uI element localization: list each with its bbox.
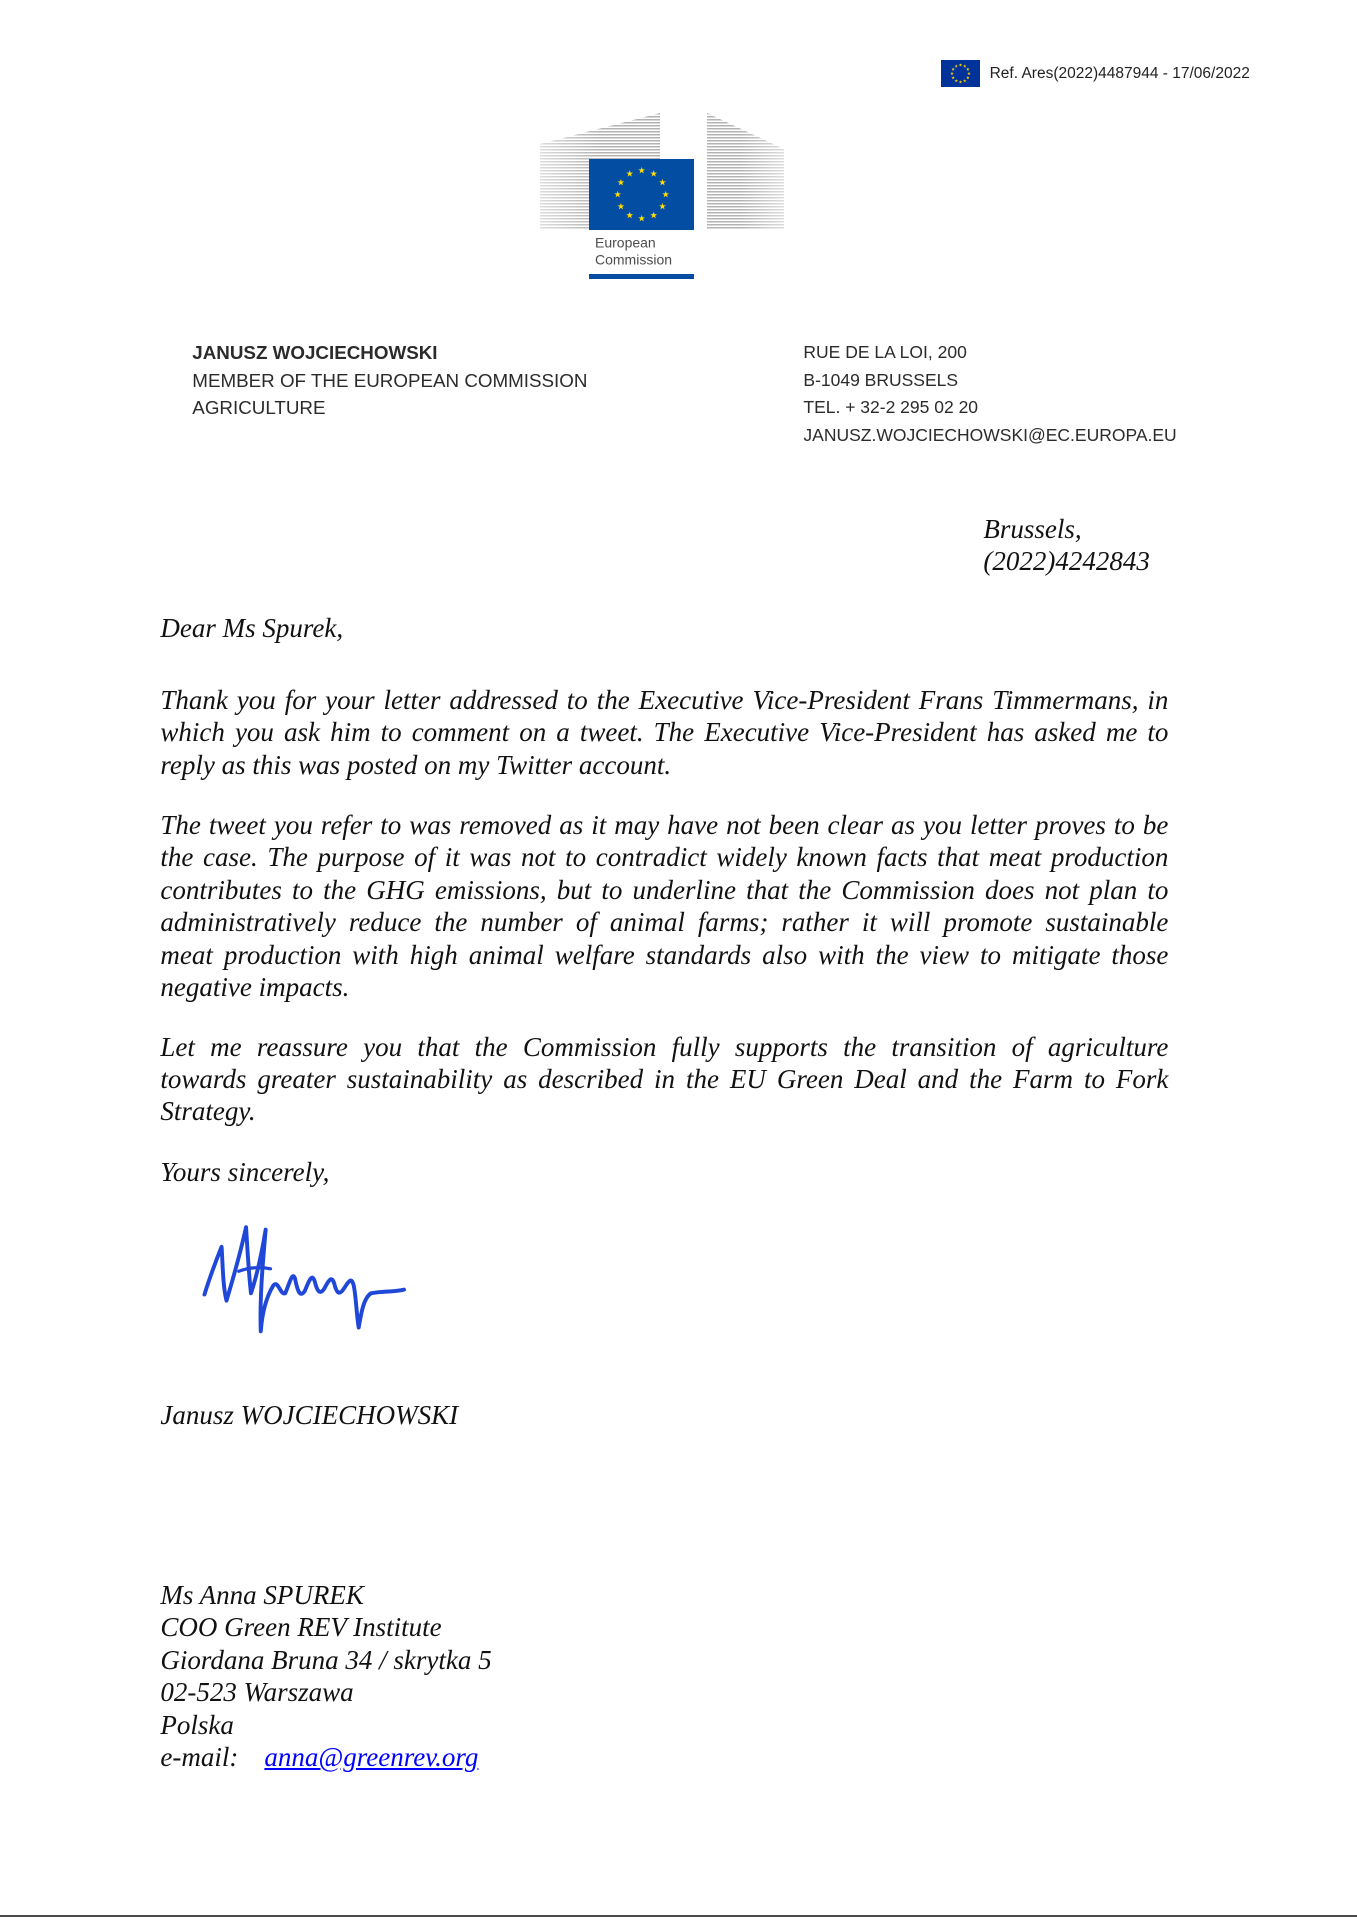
recipient-line: COO Green REV Institute — [160, 1612, 442, 1643]
sender-block — [192, 339, 587, 422]
sender-portfolio: AGRICULTURE — [192, 397, 326, 418]
paragraph-line: towards greater sustainability as described in the EU Green Deal and the Farm to Fork — [160, 1064, 1169, 1095]
salutation: Dear Ms Spurek, — [160, 612, 344, 643]
paragraph-line: Thank you for your letter addressed to the Executive Vice-President Frans Timmermans, in — [160, 685, 1169, 715]
recipient-email-link[interactable]: anna@greenrev.org — [264, 1742, 479, 1773]
closing: Yours sincerely, — [160, 1156, 330, 1187]
dateline — [983, 513, 1149, 578]
sender-title: MEMBER OF THE EUROPEAN COMMISSION — [192, 369, 588, 391]
sender-phone: TEL. + 32-2 295 02 20 — [803, 397, 979, 417]
logo-fade-right — [740, 110, 784, 231]
recipient-line: 02-523 Warszawa — [160, 1677, 354, 1708]
dateline-reference: (2022)4242843 — [983, 545, 1150, 576]
paragraph-line: the case. The purpose of it was not to contradict widely known facts that meat production — [160, 842, 1169, 873]
page-bottom-edge — [0, 1915, 1357, 1917]
eu-flag-icon — [941, 60, 980, 87]
handwritten-signature — [202, 1222, 404, 1334]
sender-city: B-1049 BRUSSELS — [803, 369, 959, 390]
paragraph-line: Let me reassure you that the Commission fully supports the transition of agriculture — [160, 1031, 1169, 1062]
logo-text-line2: Commission — [595, 251, 673, 268]
signature-stroke — [204, 1227, 404, 1331]
signatory-name: Janusz WOJCIECHOWSKI — [160, 1400, 459, 1430]
paragraph-line: which you ask him to comment on a tweet. The Executive Vice-President has asked me to — [160, 717, 1169, 748]
paragraph-line: meat production with high animal welfare standards also with the view to mitigate those — [160, 939, 1169, 970]
recipient-line: Ms Anna SPUREK — [160, 1580, 364, 1610]
recipient-address — [160, 1579, 860, 1774]
dateline-place: Brussels, — [983, 513, 1082, 544]
body-paragraph-3 — [160, 1031, 1168, 1128]
logo-underline-bar — [589, 274, 694, 279]
recipient-line: Polska — [160, 1709, 234, 1740]
paragraph-line: contributes to the GHG emissions, but to underline that the Commission does not plan to — [160, 874, 1169, 905]
paragraph-line: The tweet you refer to was removed as it may have not been clear as you letter proves to be — [160, 810, 1169, 840]
body-paragraph-2 — [160, 809, 1168, 1004]
recipient-line: Giordana Bruna 34 / skrytka 5 — [160, 1644, 492, 1675]
sender-name: JANUSZ WOJCIECHOWSKI — [192, 342, 438, 363]
european-commission-logo — [540, 110, 784, 282]
sender-contact-block — [803, 339, 1176, 449]
paragraph-line: administratively reduce the number of animal farms; rather it will promote sustainable — [160, 907, 1169, 938]
recipient-email-label: e-mail: — [160, 1742, 239, 1773]
paragraph-line: reply as this was posted on my Twitter account. — [160, 749, 672, 780]
document-reference: Ref. Ares(2022)4487944 - 17/06/2022 — [989, 65, 1250, 82]
recipient-email-row — [160, 1741, 860, 1773]
paragraph-line: negative impacts. — [160, 972, 350, 1003]
logo-text-line1: European — [595, 234, 656, 251]
body-paragraph-1 — [160, 684, 1168, 781]
signature-stroke — [239, 1268, 271, 1272]
paragraph-line: Strategy. — [160, 1096, 256, 1127]
sender-street: RUE DE LA LOI, 200 — [803, 342, 967, 362]
sender-email: JANUSZ.WOJCIECHOWSKI@EC.EUROPA.EU — [803, 424, 1177, 445]
